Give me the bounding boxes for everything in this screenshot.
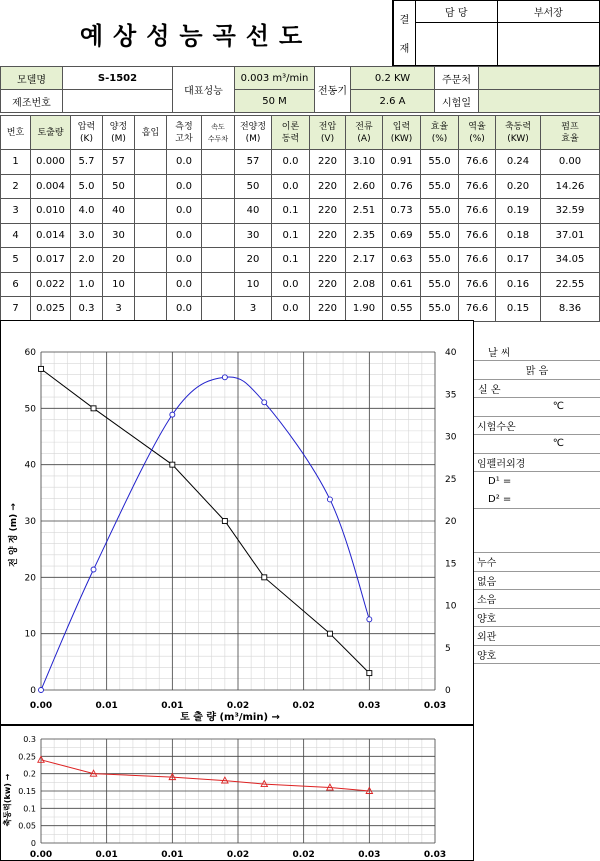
table-row [1, 223, 600, 248]
table-cell [202, 223, 235, 248]
measurement-table [0, 115, 600, 322]
table-cell: 30 [103, 223, 135, 248]
header-cell: 입력 (KW) [383, 116, 421, 150]
test-date-value[interactable] [479, 90, 600, 113]
y-axis-label: 전 양 정 (m) → [9, 503, 19, 567]
data-point [170, 462, 175, 467]
y2-tick-label: 10 [445, 601, 457, 612]
y2-tick-label: 25 [445, 474, 457, 485]
table-cell: 0.004 [31, 174, 71, 199]
table-cell: 0.17 [496, 248, 541, 273]
serial-value[interactable] [63, 90, 173, 113]
table-cell [135, 297, 167, 322]
header-cell: 압력 (K) [71, 116, 103, 150]
table-cell: 0.017 [31, 248, 71, 273]
table-cell: 2.08 [346, 272, 383, 297]
header-cell: 양정 (M) [103, 116, 135, 150]
y-tick-label: 30 [24, 517, 36, 527]
table-cell: 10 [103, 272, 135, 297]
impeller-d2[interactable]: D² = [474, 490, 600, 509]
x-tick-label: 0.03 [358, 850, 381, 860]
chart-frame [1, 321, 474, 725]
table-cell: 76.6 [459, 174, 496, 199]
table-cell: 3 [1, 199, 31, 224]
x-tick-label: 0.02 [226, 701, 250, 711]
table-cell: 34.05 [541, 248, 600, 273]
table-cell [202, 248, 235, 273]
y-tick-label: 0.1 [23, 804, 36, 814]
table-cell: 2.60 [346, 174, 383, 199]
room-temp-label: 실 온 [474, 379, 600, 398]
table-cell: 0.24 [496, 150, 541, 175]
x-tick-label: 0.01 [95, 701, 118, 711]
y-tick-label: 0.2 [23, 769, 36, 779]
table-cell: 76.6 [459, 272, 496, 297]
info-table [0, 66, 600, 113]
table-cell: 55.0 [421, 174, 459, 199]
table-cell: 0.0 [272, 297, 310, 322]
table-cell: 0.0 [167, 199, 202, 224]
table-cell: 220 [310, 150, 346, 175]
header-cell: 전류 (A) [346, 116, 383, 150]
table-cell: 76.6 [459, 248, 496, 273]
data-point [222, 375, 227, 380]
header-cell: 흡입 [135, 116, 167, 150]
table-cell: 0.0 [272, 150, 310, 175]
approval-sign-manager[interactable] [416, 23, 498, 66]
approval-side-label: 결 재 [394, 1, 416, 66]
data-point [39, 688, 44, 693]
table-cell: 0.1 [272, 223, 310, 248]
table-cell [202, 199, 235, 224]
approval-box [393, 0, 600, 66]
data-point [367, 617, 372, 622]
table-cell: 57 [235, 150, 272, 175]
orderer-value[interactable] [479, 67, 600, 90]
table-cell: 2.17 [346, 248, 383, 273]
x-axis-label: 토 출 량 (m³/min) → [180, 712, 280, 723]
table-cell: 0.014 [31, 223, 71, 248]
x-tick-label: 0.03 [358, 701, 381, 711]
table-cell: 0.0 [272, 272, 310, 297]
table-cell: 76.6 [459, 199, 496, 224]
motor-label: 전동기 [315, 67, 351, 113]
leak-label: 누수 [474, 553, 600, 572]
table-cell: 220 [310, 297, 346, 322]
y2-tick-label: 0 [445, 686, 451, 696]
y-tick-label: 0 [30, 686, 36, 696]
power-chart-frame [1, 726, 474, 861]
y-tick-label: 0.15 [18, 787, 36, 796]
impeller-d1[interactable]: D¹ = [488, 475, 512, 487]
approval-sign-head[interactable] [497, 23, 599, 66]
table-cell [202, 150, 235, 175]
x-tick-label: 0.00 [29, 850, 53, 860]
table-cell: 0.022 [31, 272, 71, 297]
leak-value[interactable]: 없음 [474, 571, 600, 590]
table-cell: 0.69 [383, 223, 421, 248]
table-cell: 220 [310, 272, 346, 297]
test-conditions-panel [474, 342, 600, 664]
x-tick-label: 0.01 [95, 850, 118, 860]
table-cell: 0.025 [31, 297, 71, 322]
approval-col-head: 부서장 [497, 1, 599, 23]
data-point [91, 406, 96, 411]
data-point [170, 412, 175, 417]
table-cell: 30 [235, 223, 272, 248]
model-value: S-1502 [63, 67, 173, 90]
x-tick-label: 0.02 [292, 850, 315, 860]
header-cell: 토출량 [31, 116, 71, 150]
table-cell: 3.0 [71, 223, 103, 248]
table-cell: 6 [1, 272, 31, 297]
table-cell: 55.0 [421, 297, 459, 322]
y-tick-label: 0.05 [18, 821, 36, 831]
header-cell: 전압 (V) [310, 116, 346, 150]
table-cell: 0.3 [71, 297, 103, 322]
test-date-label: 시험일 [435, 90, 479, 113]
table-cell: 0.00 [541, 150, 600, 175]
table-cell: 1.0 [71, 272, 103, 297]
table-cell: 0.0 [167, 272, 202, 297]
y-tick-label: 0.25 [18, 752, 36, 762]
y-tick-label: 60 [24, 348, 36, 358]
table-row [1, 297, 600, 322]
x-tick-label: 0.01 [161, 701, 184, 711]
table-cell: 55.0 [421, 223, 459, 248]
power-y-axis-label: 축동력(kw) → [3, 773, 12, 827]
room-temp-unit[interactable]: ℃ [474, 398, 600, 417]
appearance-value[interactable]: 양호 [474, 645, 600, 664]
table-cell: 0.61 [383, 272, 421, 297]
header-cell: 축동력 (KW) [496, 116, 541, 150]
weather-label: 날 씨 [474, 342, 600, 361]
table-cell: 1.90 [346, 297, 383, 322]
table-cell: 5.7 [71, 150, 103, 175]
water-temp-unit[interactable]: ℃ [474, 435, 600, 454]
x-tick-label: 0.03 [423, 850, 447, 860]
table-cell: 0.0 [167, 248, 202, 273]
water-temp-label: 시험수온 [474, 416, 600, 435]
table-cell [202, 272, 235, 297]
y-tick-label: 20 [24, 573, 36, 584]
table-cell: 0.73 [383, 199, 421, 224]
table-cell: 220 [310, 174, 346, 199]
table-cell [135, 248, 167, 273]
table-cell: 8.36 [541, 297, 600, 322]
y2-tick-label: 15 [445, 559, 457, 570]
shaft-power-chart [0, 725, 474, 861]
table-cell: 3.10 [346, 150, 383, 175]
table-cell: 3 [103, 297, 135, 322]
table-cell [202, 297, 235, 322]
y-tick-label: 0 [30, 839, 36, 848]
header-cell: 역율 (%) [459, 116, 496, 150]
header-cell: 측정 고차 [167, 116, 202, 150]
table-cell: 22.55 [541, 272, 600, 297]
table-cell: 0.0 [167, 150, 202, 175]
page-title: 예상성능곡선도 [0, 0, 393, 66]
table-cell: 0.0 [167, 223, 202, 248]
table-row [1, 248, 600, 273]
table-cell: 40 [235, 199, 272, 224]
table-cell: 0.18 [496, 223, 541, 248]
header-cell: 펌프 효율 [541, 116, 600, 150]
header-cell: 이론 동력 [272, 116, 310, 150]
table-cell: 2 [1, 174, 31, 199]
table-cell: 2.51 [346, 199, 383, 224]
table-cell: 0.20 [496, 174, 541, 199]
y2-tick-label: 30 [445, 432, 457, 443]
table-cell: 220 [310, 223, 346, 248]
table-cell: 55.0 [421, 248, 459, 273]
orderer-label: 주문처 [435, 67, 479, 90]
table-row [1, 199, 600, 224]
table-row [1, 150, 600, 175]
table-cell: 40 [103, 199, 135, 224]
data-point [327, 497, 332, 502]
data-point [222, 519, 227, 524]
table-cell: 220 [310, 199, 346, 224]
noise-value[interactable]: 양호 [474, 608, 600, 627]
approval-col-manager: 담 당 [416, 1, 498, 23]
table-cell: 3 [235, 297, 272, 322]
y2-tick-label: 40 [445, 348, 457, 358]
table-cell: 0.000 [31, 150, 71, 175]
table-cell: 0.1 [272, 199, 310, 224]
table-cell: 0.16 [496, 272, 541, 297]
x-tick-label: 0.02 [226, 850, 250, 860]
table-cell: 7 [1, 297, 31, 322]
table-cell: 14.26 [541, 174, 600, 199]
data-point [91, 567, 96, 572]
table-cell: 76.6 [459, 150, 496, 175]
data-point [39, 366, 44, 371]
data-point [262, 575, 267, 580]
y2-tick-label: 35 [445, 390, 457, 401]
table-cell: 76.6 [459, 223, 496, 248]
current-value: 2.6 A [351, 90, 435, 113]
table-cell [135, 174, 167, 199]
head-value: 50 M [235, 90, 315, 113]
x-tick-label: 0.03 [423, 701, 447, 711]
table-row [1, 174, 600, 199]
table-cell: 0.1 [272, 248, 310, 273]
table-row [1, 272, 600, 297]
table-cell: 55.0 [421, 272, 459, 297]
table-cell: 37.01 [541, 223, 600, 248]
flow-value: 0.003 m³/min [235, 67, 315, 90]
y2-tick-label: 5 [445, 643, 451, 654]
table-cell: 50 [103, 174, 135, 199]
table-cell: 0.15 [496, 297, 541, 322]
table-cell: 0.0 [272, 174, 310, 199]
y-tick-label: 10 [24, 629, 36, 640]
header-cell: 속도 수두차 [202, 116, 235, 150]
header-cell: 효율 (%) [421, 116, 459, 150]
table-cell: 0.0 [167, 174, 202, 199]
x-tick-label: 0.00 [29, 701, 53, 711]
header-cell: 전양정 (M) [235, 116, 272, 150]
table-cell: 32.59 [541, 199, 600, 224]
x-tick-label: 0.02 [292, 701, 315, 711]
table-cell: 0.19 [496, 199, 541, 224]
data-point [327, 631, 332, 636]
table-cell: 0.0 [167, 297, 202, 322]
appearance-label: 외관 [474, 627, 600, 646]
power-value: 0.2 KW [351, 67, 435, 90]
x-tick-label: 0.01 [161, 850, 184, 860]
table-cell: 2.0 [71, 248, 103, 273]
rep-performance-label: 대표성능 [173, 67, 235, 113]
model-label: 모델명 [1, 67, 63, 90]
table-cell: 0.91 [383, 150, 421, 175]
table-cell: 55.0 [421, 199, 459, 224]
table-cell: 4 [1, 223, 31, 248]
spacer-row [474, 509, 600, 553]
y2-tick-label: 20 [445, 517, 457, 527]
performance-chart [0, 320, 474, 725]
header-cell: 번호 [1, 116, 31, 150]
table-cell: 55.0 [421, 150, 459, 175]
y-tick-label: 40 [24, 460, 36, 471]
table-cell: 20 [103, 248, 135, 273]
noise-label: 소음 [474, 590, 600, 609]
table-cell: 57 [103, 150, 135, 175]
table-cell: 1 [1, 150, 31, 175]
table-cell: 2.35 [346, 223, 383, 248]
table-cell: 220 [310, 248, 346, 273]
table-cell: 20 [235, 248, 272, 273]
table-cell [135, 199, 167, 224]
data-point [367, 671, 372, 676]
table-cell [135, 223, 167, 248]
table-cell: 0.55 [383, 297, 421, 322]
data-point [262, 400, 267, 405]
impeller-label: 임펠러외경 [474, 453, 600, 472]
y-tick-label: 50 [24, 404, 36, 415]
table-cell: 0.63 [383, 248, 421, 273]
table-cell: 0.76 [383, 174, 421, 199]
table-cell: 5.0 [71, 174, 103, 199]
table-cell [135, 150, 167, 175]
y-tick-label: 0.3 [23, 735, 36, 744]
table-cell: 0.010 [31, 199, 71, 224]
serial-label: 제조번호 [1, 90, 63, 113]
table-cell: 4.0 [71, 199, 103, 224]
table-cell [135, 272, 167, 297]
table-cell [202, 174, 235, 199]
table-cell: 5 [1, 248, 31, 273]
table-cell: 10 [235, 272, 272, 297]
table-cell: 50 [235, 174, 272, 199]
weather-value[interactable]: 맑 음 [474, 361, 600, 380]
table-cell: 76.6 [459, 297, 496, 322]
